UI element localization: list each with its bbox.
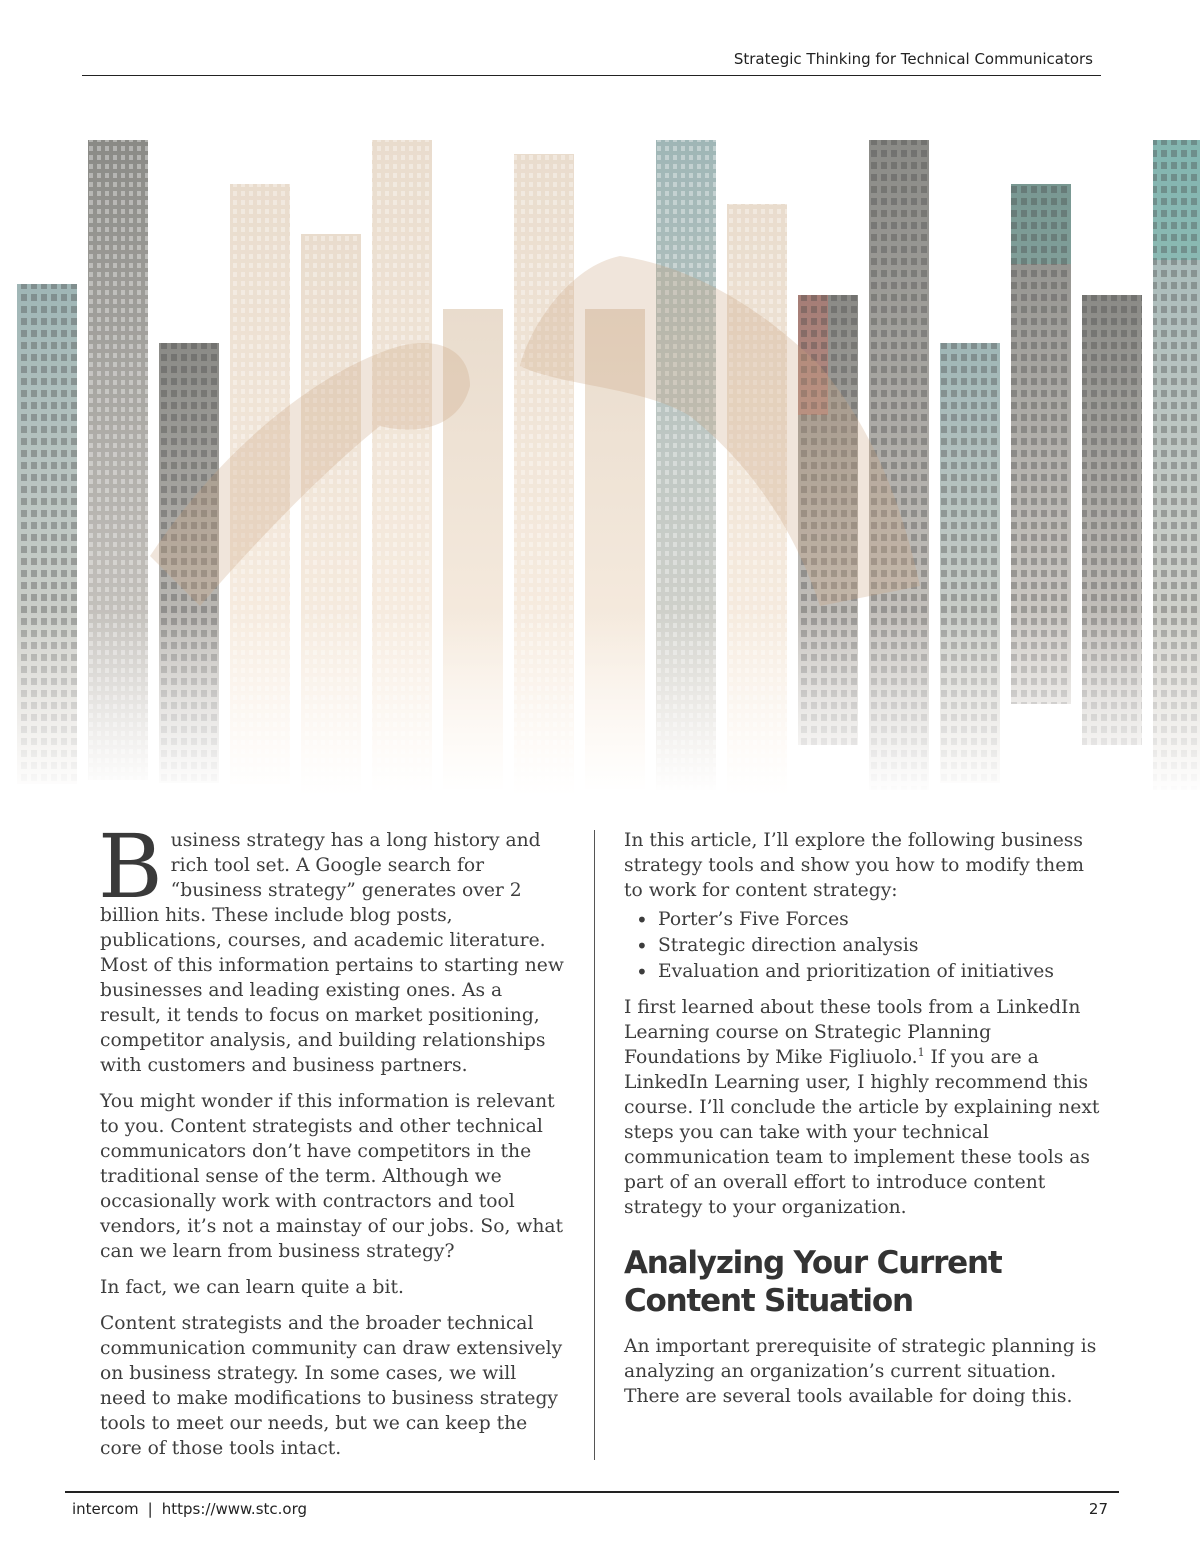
footer-rule — [65, 1491, 1119, 1493]
footer-left — [72, 1500, 307, 1518]
footer-separator: | — [147, 1500, 153, 1518]
tools-list — [624, 907, 1102, 985]
body-paragraph: In fact, we can learn quite a bit. — [100, 1277, 404, 1298]
intro-paragraph-text: usiness strategy has a long history and rich tool set. A Google search for “business strategy” generates over 2 billion hits. These include blog posts, publications, courses, and academic literature. Most of this information pertains to starting new businesses and leading existing ones. As a result, it tends to focus on market positioning, competitor analysis, and building relationships with customers and business partners. — [100, 830, 564, 1076]
page-number: 27 — [1088, 1500, 1108, 1518]
running-title: Strategic Thinking for Technical Communicators — [733, 50, 1093, 68]
list-item: • Porter’s Five Forces — [658, 907, 1102, 933]
body-paragraph: In this article, I’ll explore the following business strategy tools and show you how to modify them to work for content strategy: — [624, 830, 1084, 901]
section-heading: Analyzing Your Current Content Situation — [624, 1245, 1002, 1319]
page-footer — [72, 1500, 1108, 1522]
list-item: • Evaluation and prioritization of initiatives — [658, 959, 1102, 985]
drop-cap: B — [98, 815, 163, 918]
running-header — [82, 48, 1101, 76]
column-divider — [594, 830, 595, 1460]
body-text: If you are a LinkedIn Learning user, I highly recommend this course. I’ll conclude the article by explaining next steps you can take with your technical communication team to implement these tools as part of an overall effort to introduce content strategy to your organization. — [624, 1047, 1100, 1218]
body-paragraph: You might wonder if this information is relevant to you. Content strategists and other technical communicators don’t have competitors in the traditional sense of the term. Although we occasionally work with contractors and tool vendors, it’s not a mainstay of our jobs. So, what can we learn from business strategy? — [100, 1091, 564, 1262]
article-left-column — [98, 815, 568, 1472]
publication-name: intercom — [72, 1500, 139, 1518]
body-paragraph — [624, 995, 1102, 1220]
body-paragraph: An important prerequisite of strategic planning is analyzing an organization’s current situation. There are several tools available for doing this. — [624, 1336, 1097, 1407]
footer-url-link[interactable]: https://www.stc.org — [161, 1500, 308, 1518]
city-skyline-handshake-collage-icon — [0, 136, 1200, 796]
footnote-marker: 1 — [917, 1046, 925, 1059]
intro-paragraph — [98, 815, 568, 1078]
body-text: I first learned about these tools from a LinkedIn Learning course on Strategic Planning Foundations by Mike Figliuolo. — [624, 997, 1081, 1068]
article-right-column — [624, 828, 1102, 1420]
hero-image — [0, 136, 1200, 796]
list-item: • Strategic direction analysis — [658, 933, 1102, 959]
body-paragraph: Content strategists and the broader technical communication community can draw extensively on business strategy. In some cases, we will need to make modifications to business strategy tools to meet our needs, but we can keep the core of those tools intact. — [100, 1313, 563, 1459]
